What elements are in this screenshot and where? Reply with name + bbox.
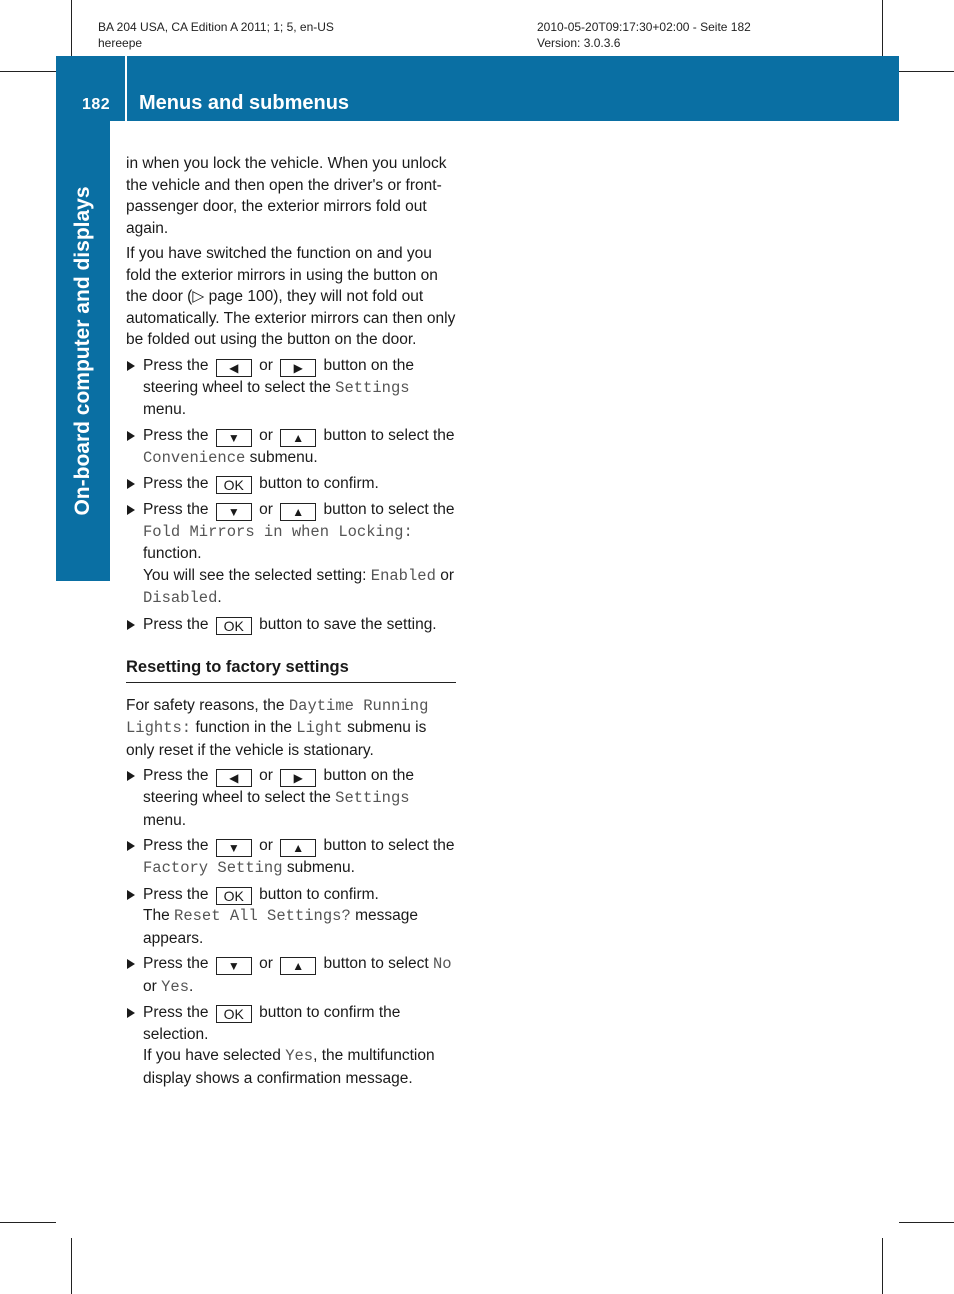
option-yes: Yes	[285, 1047, 314, 1065]
ok-key-icon: OK	[216, 617, 252, 635]
step-arrow-icon	[127, 1008, 135, 1018]
paragraph: If you have switched the function on and you fold the exterior mirrors in using the button on the door (▷ page 100), they will not fold out automatically. The exterior mirrors can then only be folded out using the button on the door.	[126, 245, 456, 348]
menu-convenience: Convenience	[143, 448, 246, 467]
crop-mark	[899, 1222, 954, 1223]
paragraph: in when you lock the vehicle. When you unlock the vehicle and then open the driver's or front-passenger door, the exterior mirrors fold out again.	[126, 155, 447, 237]
print-meta-right	[537, 19, 751, 51]
instruction-step: Press the ▼ or ▲ button to select No or Yes.	[126, 953, 456, 998]
step-arrow-icon	[127, 431, 135, 441]
right-arrow-key-icon: ▶	[280, 769, 316, 787]
menu-factory-setting: Factory Setting	[143, 859, 283, 877]
option-no: No	[432, 955, 452, 973]
left-arrow-key-icon: ◀	[216, 359, 252, 377]
crop-mark	[882, 0, 883, 56]
down-arrow-key-icon: ▼	[216, 957, 252, 975]
section-title: Menus and submenus	[139, 92, 350, 114]
instruction-step: Press the OK button to confirm. The Reset All Settings? message appears.	[126, 884, 456, 950]
menu-fold-mirrors: Fold Mirrors in when Locking:	[143, 522, 413, 541]
page-header	[56, 56, 899, 121]
menu-daytime-running-lights: Daytime Running Lights:	[126, 696, 429, 737]
meta-version: Version: 3.0.3.6	[537, 36, 621, 50]
chapter-label: On-board computer and displays	[71, 186, 94, 516]
right-arrow-key-icon: ▶	[280, 359, 316, 377]
instruction-step: Press the ◀ or ▶ button on the steering wheel to select the Settings menu.	[126, 355, 456, 421]
down-arrow-key-icon: ▼	[216, 503, 252, 521]
instruction-step: Press the OK button to save the setting.	[126, 614, 456, 636]
meta-timestamp: 2010-05-20T09:17:30+02:00 - Seite 182	[537, 20, 751, 34]
step-arrow-icon	[127, 505, 135, 515]
instruction-step: Press the ▼ or ▲ button to select the Fold Mirrors in when Locking: function. You will see the selected setting: Enabled or Disabled.	[126, 499, 456, 610]
step-arrow-icon	[127, 479, 135, 489]
step-arrow-icon	[127, 841, 135, 851]
up-arrow-key-icon: ▲	[280, 957, 316, 975]
left-arrow-key-icon: ◀	[216, 769, 252, 787]
instruction-step: Press the OK button to confirm the selection. If you have selected Yes, the multifunction display shows a confirmation message.	[126, 1002, 456, 1089]
crop-mark	[0, 71, 56, 72]
step-arrow-icon	[127, 959, 135, 969]
crop-mark	[0, 1222, 56, 1223]
down-arrow-key-icon: ▼	[216, 839, 252, 857]
paragraph: For safety reasons, the Daytime Running Lights: function in the Light submenu is only reset if the vehicle is stationary.	[126, 696, 429, 759]
menu-light: Light	[296, 719, 343, 737]
page-number: 182	[82, 96, 111, 113]
chapter-tab	[56, 121, 110, 581]
up-arrow-key-icon: ▲	[280, 503, 316, 521]
ok-key-icon: OK	[216, 887, 252, 905]
print-meta-left	[98, 19, 334, 51]
header-divider	[125, 56, 127, 121]
message-reset-all: Reset All Settings?	[174, 907, 351, 925]
step-arrow-icon	[127, 620, 135, 630]
step-arrow-icon	[127, 361, 135, 371]
subheading: Resetting to factory settings	[126, 657, 456, 683]
main-content	[126, 153, 456, 1093]
setting-enabled: Enabled	[370, 566, 436, 585]
down-arrow-key-icon: ▼	[216, 429, 252, 447]
crop-mark	[899, 71, 954, 72]
instruction-step: Press the ▼ or ▲ button to select the Factory Setting submenu.	[126, 835, 456, 880]
crop-mark	[71, 1238, 72, 1294]
crop-mark	[71, 0, 72, 56]
up-arrow-key-icon: ▲	[280, 429, 316, 447]
ok-key-icon: OK	[216, 476, 252, 494]
step-arrow-icon	[127, 890, 135, 900]
instruction-step: Press the OK button to confirm.	[126, 473, 456, 495]
crop-mark	[882, 1238, 883, 1294]
instruction-step: Press the ▼ or ▲ button to select the Convenience submenu.	[126, 425, 456, 470]
ok-key-icon: OK	[216, 1005, 252, 1023]
instruction-step: Press the ◀ or ▶ button on the steering wheel to select the Settings menu.	[126, 765, 456, 831]
meta-edition: BA 204 USA, CA Edition A 2011; 1; 5, en-US	[98, 20, 334, 34]
up-arrow-key-icon: ▲	[280, 839, 316, 857]
menu-settings: Settings	[335, 789, 410, 807]
option-yes: Yes	[161, 977, 190, 996]
step-arrow-icon	[127, 771, 135, 781]
meta-author: hereepe	[98, 36, 143, 50]
menu-settings: Settings	[335, 378, 410, 397]
setting-disabled: Disabled	[143, 589, 218, 607]
